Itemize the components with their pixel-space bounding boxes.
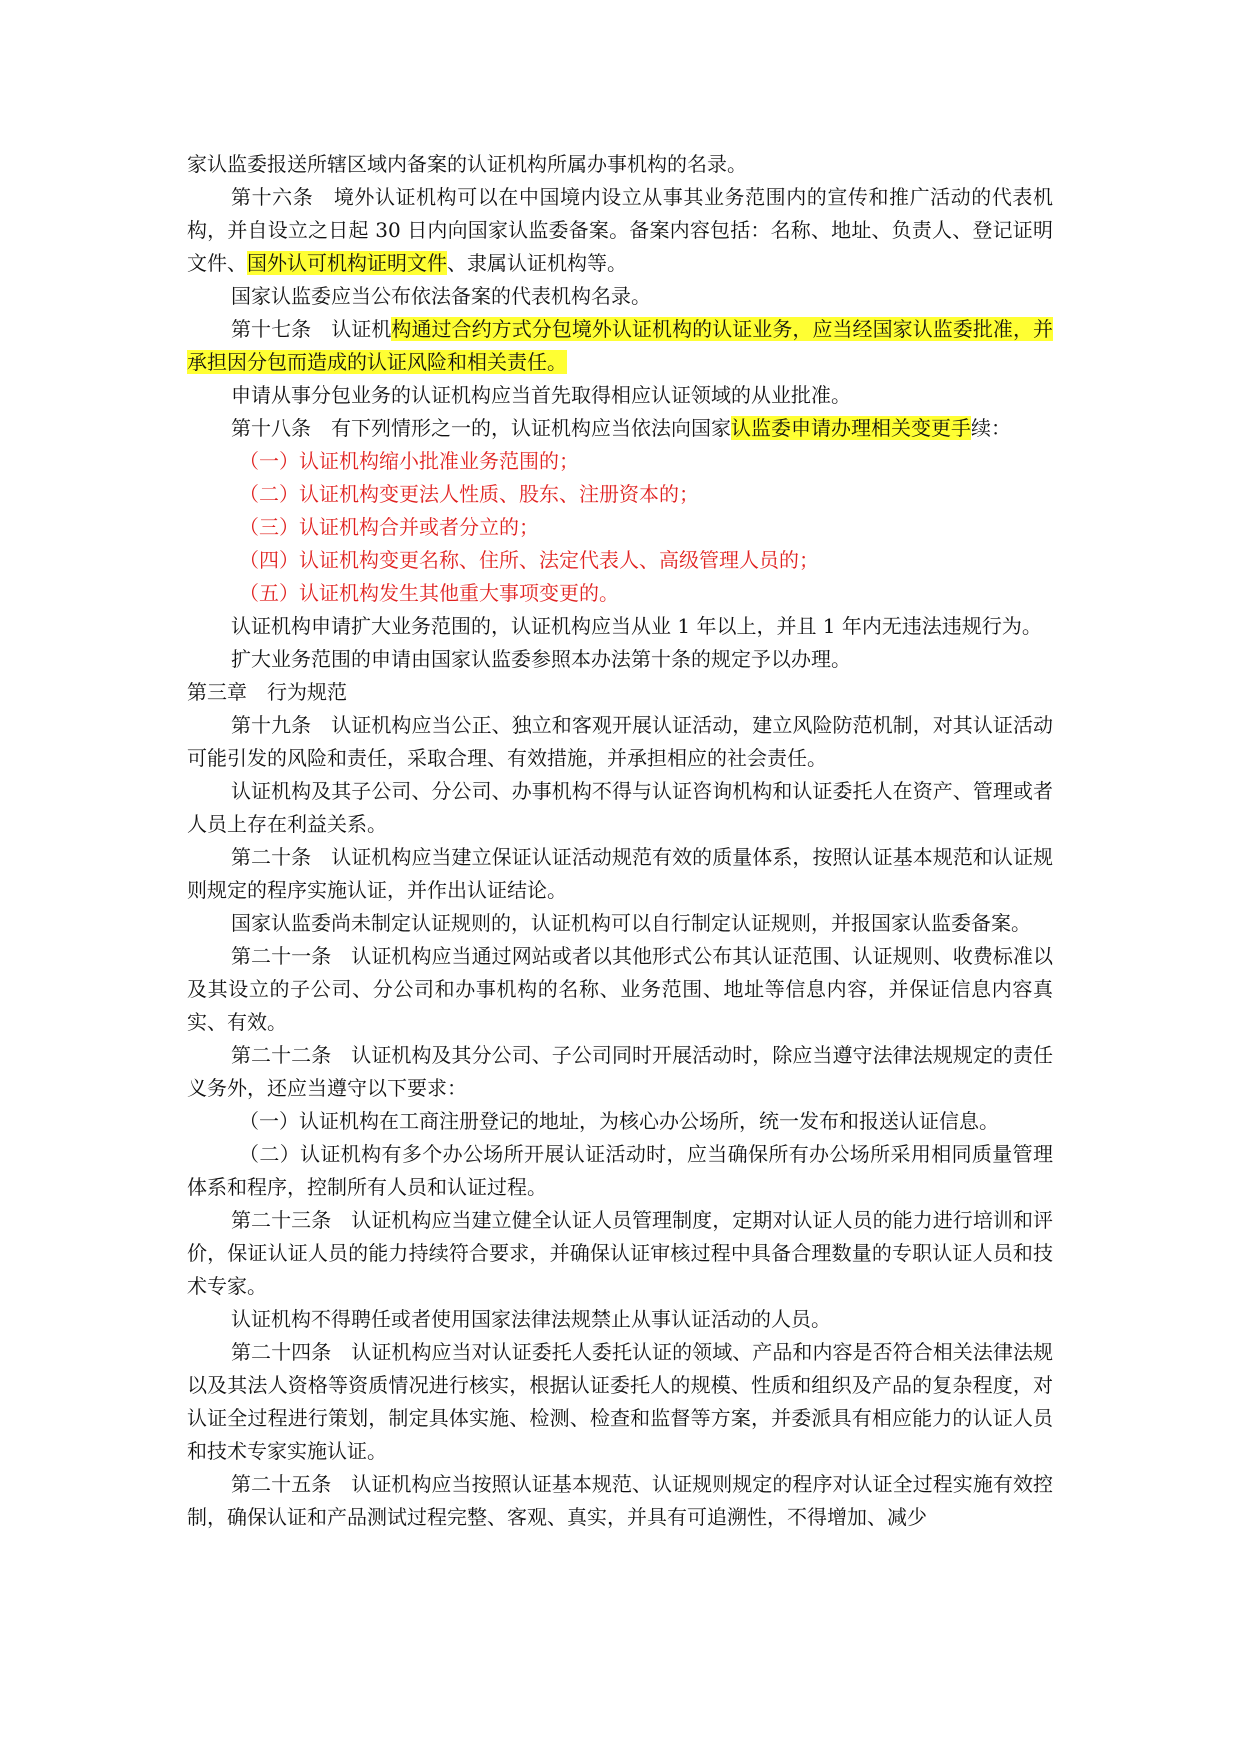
paragraph (187, 412, 1053, 445)
text-run: 第三章 行为规范 (187, 680, 347, 704)
paragraph (187, 676, 1053, 709)
text-run: 第二十二条 认证机构及其分公司、子公司同时开展活动时，除应当遵守法律法规规定的责任义务外，还应当遵守以下要求： (187, 1043, 1053, 1100)
list-item (187, 1105, 1053, 1138)
text-run: （二）认证机构有多个办公场所开展认证活动时，应当确保所有办公场所采用相同质量管理体系和程序，控制所有人员和认证过程。 (187, 1142, 1053, 1199)
text-run: 第十九条 认证机构应当公正、独立和客观开展认证活动，建立风险防范机制，对其认证活动可能引发的风险和责任，采取合理、有效措施，并承担相应的社会责任。 (187, 713, 1053, 770)
text-run: 认证机构申请扩大业务范围的，认证机构应当从业 1 年以上，并且 1 年内无违法违规行为。 (231, 614, 1042, 638)
text-run: 第二十三条 认证机构应当建立健全认证人员管理制度，定期对认证人员的能力进行培训和评价，保证认证人员的能力持续符合要求，并确保认证审核过程中具备合理数量的专职认证人员和技术专家。 (187, 1208, 1053, 1298)
text-run: （四）认证机构变更名称、住所、法定代表人、高级管理人员的； (239, 548, 819, 572)
paragraph (187, 643, 1053, 676)
text-run: 第二十五条 认证机构应当按照认证基本规范、认证规则规定的程序对认证全过程实施有效控制，确保认证和产品测试过程完整、客观、真实，并具有可追溯性，不得增加、减少 (187, 1472, 1053, 1529)
paragraph (187, 775, 1053, 841)
paragraph (187, 1039, 1053, 1105)
list-item (187, 544, 1053, 577)
paragraph (187, 610, 1053, 643)
text-run: 认证机构不得聘任或者使用国家法律法规禁止从事认证活动的人员。 (231, 1307, 831, 1331)
text-run: （三）认证机构合并或者分立的； (239, 515, 539, 539)
text-run: 第十八条 有下列情形之一的，认证机构应当依法向国家 (231, 416, 731, 440)
text-run: 第十七条 认证机 (231, 317, 392, 341)
list-item (187, 511, 1053, 544)
paragraph (187, 379, 1053, 412)
text-run: 国家认监委应当公布依法备案的代表机构名录。 (231, 284, 651, 308)
document-body (187, 148, 1053, 1534)
text-run: 续： (971, 416, 1011, 440)
list-item (187, 478, 1053, 511)
text-run: 、隶属认证机构等。 (447, 251, 627, 275)
paragraph (187, 1303, 1053, 1336)
paragraph (187, 313, 1053, 379)
paragraph (187, 940, 1053, 1039)
paragraph (187, 181, 1053, 280)
text-run: 国家认监委尚未制定认证规则的，认证机构可以自行制定认证规则，并报国家认监委备案。 (231, 911, 1031, 935)
paragraph (187, 1468, 1053, 1534)
text-run: 申请从事分包业务的认证机构应当首先取得相应认证领域的从业批准。 (231, 383, 851, 407)
text-run: 第二十四条 认证机构应当对认证委托人委托认证的领域、产品和内容是否符合相关法律法规以及其法人资格等资质情况进行核实，根据认证委托人的规模、性质和组织及产品的复杂程度，对认证全过程进行策划，制定具体实施、检测、检查和监督等方案，并委派具有相应能力的认证人员和技术专家实施认证。 (187, 1340, 1053, 1463)
text-run: （一）认证机构在工商注册登记的地址，为核心办公场所，统一发布和报送认证信息。 (239, 1109, 999, 1133)
text-run: 第十六条 境外认证机构可以在中国境内设立从事其业务范围内的宣传和推广活动的代表机构，并自设立之日起 30 日内向国家认监委备案。备案内容包括：名称、地址、负责人、登记证明文件、 (187, 185, 1053, 275)
paragraph (187, 841, 1053, 907)
paragraph (187, 148, 1053, 181)
list-item (187, 445, 1053, 478)
text-run: 认证机构及其子公司、分公司、办事机构不得与认证咨询机构和认证委托人在资产、管理或者人员上存在利益关系。 (187, 779, 1053, 836)
paragraph (187, 280, 1053, 313)
text-run: （二）认证机构变更法人性质、股东、注册资本的； (239, 482, 699, 506)
text-run: （一）认证机构缩小批准业务范围的； (239, 449, 579, 473)
text-run: （五）认证机构发生其他重大事项变更的。 (239, 581, 619, 605)
list-item (187, 577, 1053, 610)
text-run: 第二十条 认证机构应当建立保证认证活动规范有效的质量体系，按照认证基本规范和认证规则规定的程序实施认证，并作出认证结论。 (187, 845, 1053, 902)
highlighted-text: 国外认可机构证明文件 (247, 251, 447, 275)
highlighted-text: 构通过合约方式分包境外认证机构的认证业务，应当经国家认监委批准，并承担因分包而造成的认证风险和相关责任。 (187, 317, 1054, 374)
paragraph (187, 709, 1053, 775)
text-run: 家认监委报送所辖区域内备案的认证机构所属办事机构的名录。 (187, 152, 747, 176)
list-item (187, 1138, 1053, 1204)
text-run: 扩大业务范围的申请由国家认监委参照本办法第十条的规定予以办理。 (231, 647, 851, 671)
paragraph (187, 1336, 1053, 1468)
text-run: 第二十一条 认证机构应当通过网站或者以其他形式公布其认证范围、认证规则、收费标准以及其设立的子公司、分公司和办事机构的名称、业务范围、地址等信息内容，并保证信息内容真实、有效。 (187, 944, 1053, 1034)
highlighted-text: 认监委申请办理相关变更手 (731, 416, 971, 440)
paragraph (187, 907, 1053, 940)
paragraph (187, 1204, 1053, 1303)
